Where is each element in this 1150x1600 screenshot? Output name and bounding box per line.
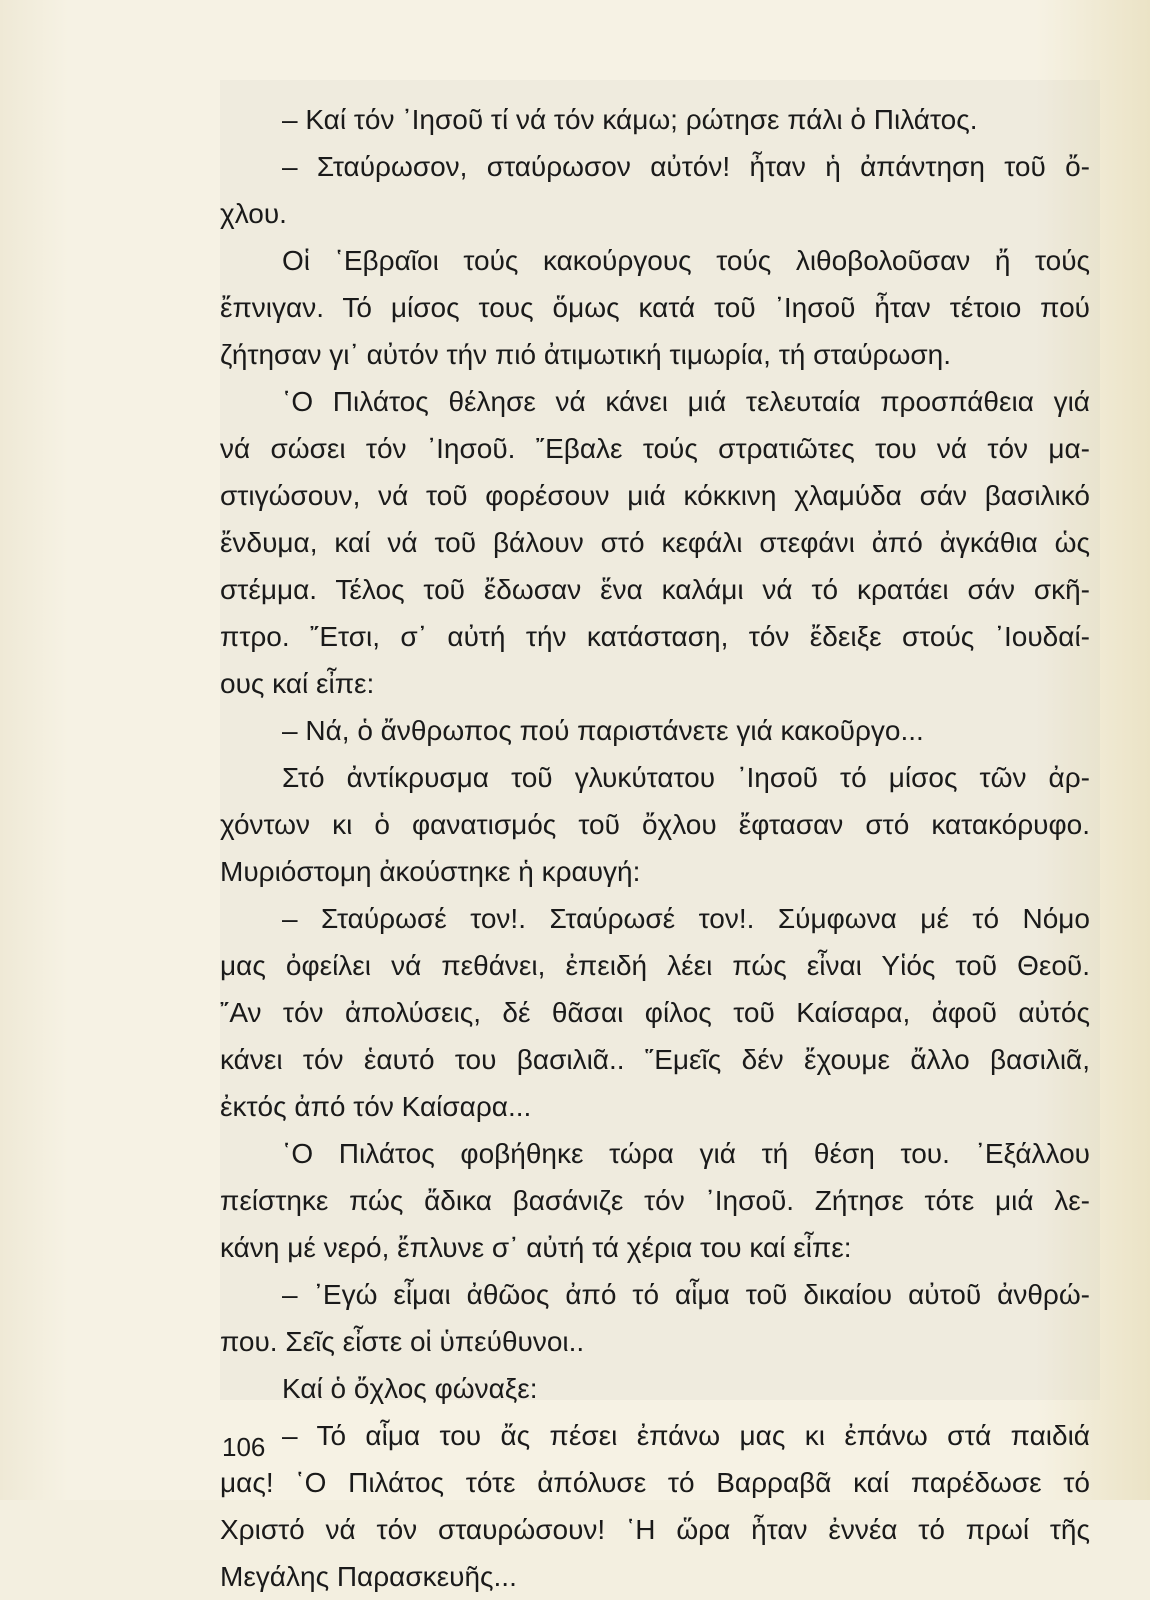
text-line: – Καί τόν ᾽Ιησοῦ τί νά τόν κάμω; ρώτησε πάλι ὁ Πιλάτος. [282, 104, 978, 135]
text-line: Μεγάλης Παρασκευῆς... [220, 1561, 517, 1592]
text-line: χόντων κι ὁ φανατισμός τοῦ ὄχλου ἔφτασαν στό κατακόρυφο. [220, 809, 1090, 840]
text-line: Χριστό νά τόν σταυρώσουν! ῾Η ὥρα ἦταν ἐννέα τό πρωί τῆς [220, 1514, 1090, 1545]
text-line: πτρο. ῎Ετσι, σ᾽ αὐτή τήν κατάσταση, τόν ἔδειξε στούς ᾽Ιουδαί- [220, 621, 1090, 652]
text-line: Στό ἀντίκρυσμα τοῦ γλυκύτατου ᾽Ιησοῦ τό μίσος τῶν ἀρ- [282, 762, 1090, 793]
text-line: ῾Ο Πιλάτος θέλησε νά κάνει μιά τελευταία προσπάθεια γιά [282, 386, 1090, 417]
text-line: ῎Αν τόν ἀπολύσεις, δέ θᾶσαι φίλος τοῦ Καίσαρα, ἀφοῦ αὐτός [220, 997, 1090, 1028]
text-line: Καί ὁ ὄχλος φώναξε: [282, 1373, 538, 1404]
text-line: μας ὀφείλει νά πεθάνει, ἐπειδή λέει πώς εἶναι Υἱός τοῦ Θεοῦ. [220, 950, 1090, 981]
text-line: Μυριόστομη ἀκούστηκε ἡ κραυγή: [220, 856, 641, 887]
page-number: 106 [222, 1432, 266, 1462]
text-line: που. Σεῖς εἶστε οἱ ὑπεύθυνοι.. [220, 1326, 585, 1357]
text-line: Οἱ ῾Εβραῖοι τούς κακούργους τούς λιθοβολοῦσαν ἤ τούς [282, 245, 1090, 276]
text-line: κάνει τόν ἑαυτό του βασιλιᾶ.. ῞Εμεῖς δέν ἔχουμε ἄλλο βασιλιᾶ, [220, 1044, 1090, 1075]
text-line: ἔπνιγαν. Τό μίσος τους ὅμως κατά τοῦ ᾽Ιησοῦ ἦταν τέτοιο πού [220, 292, 1090, 323]
text-line: κάνη μέ νερό, ἔπλυνε σ᾽ αὐτή τά χέρια του καί εἶπε: [220, 1232, 852, 1263]
text-line: ους καί εἶπε: [220, 668, 375, 699]
text-line: στέμμα. Τέλος τοῦ ἔδωσαν ἕνα καλάμι νά τό κρατάει σάν σκῆ- [220, 574, 1090, 605]
text-line: – ᾽Εγώ εἶμαι ἀθῶος ἀπό τό αἷμα τοῦ δικαίου αὐτοῦ ἀνθρώ- [282, 1279, 1090, 1310]
text-line: πείστηκε πώς ἄδικα βασάνιζε τόν ᾽Ιησοῦ. Ζήτησε τότε μιά λε- [220, 1185, 1090, 1216]
text-line: – Τό αἷμα του ἄς πέσει ἐπάνω μας κι ἐπάνω στά παιδιά [282, 1420, 1090, 1451]
text-line: ζήτησαν γι᾽ αὐτόν τήν πιό ἀτιμωτική τιμωρία, τή σταύρωση. [220, 339, 951, 370]
body-text [220, 96, 1090, 1600]
text-line: – Νά, ὁ ἄνθρωπος πού παριστάνετε γιά κακοῦργο... [282, 715, 924, 746]
text-line: χλου. [220, 198, 287, 229]
text-line: ῾Ο Πιλάτος φοβήθηκε τώρα γιά τή θέση του. ᾽Εξάλλου [282, 1138, 1090, 1169]
text-line: νά σώσει τόν ᾽Ιησοῦ. ῎Εβαλε τούς στρατιῶτες του νά τόν μα- [220, 433, 1090, 464]
text-line: – Σταύρωσον, σταύρωσον αὐτόν! ἦταν ἡ ἀπάντηση τοῦ ὄ- [282, 151, 1090, 182]
text-line: – Σταύρωσέ τον!. Σταύρωσέ τον!. Σύμφωνα μέ τό Νόμο [282, 903, 1090, 934]
text-line: μας! ῾Ο Πιλάτος τότε ἀπόλυσε τό Βαρραβᾶ καί παρέδωσε τό [220, 1467, 1090, 1498]
text-line: ἔνδυμα, καί νά τοῦ βάλουν στό κεφάλι στεφάνι ἀπό ἀγκάθια ὡς [220, 527, 1090, 558]
text-line: ἐκτός ἀπό τόν Καίσαρα... [220, 1091, 532, 1122]
text-line: στιγώσουν, νά τοῦ φορέσουν μιά κόκκινη χλαμύδα σάν βασιλικό [220, 480, 1090, 511]
